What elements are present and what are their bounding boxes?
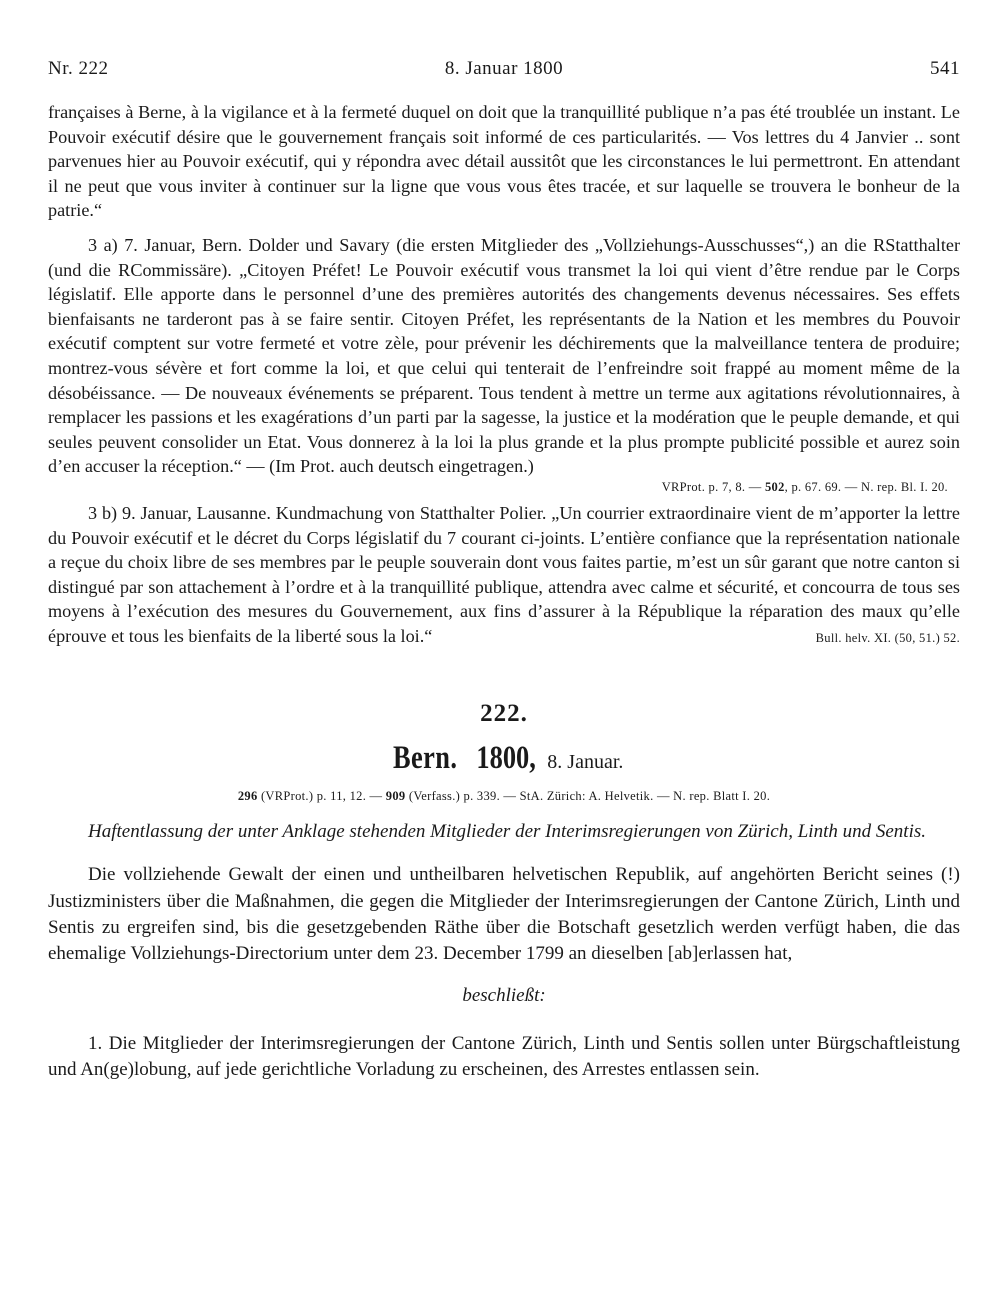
document-number: 222. (480, 700, 528, 728)
header-document-number: Nr. 222 (48, 58, 109, 79)
paragraph-3b (48, 501, 960, 649)
citation-3a-bold: 502 (764, 479, 785, 494)
source-ref-bold-1: 296 (237, 789, 258, 804)
citation-3a (48, 479, 948, 495)
continuation-paragraph: françaises à Berne, à la vigilance et à la fermeté duquel on doit que la tranquillité publique n’a pas été troublée un instant. Le Pouvoir exécutif désire que le gouvernement français soit informé de ces particularités. — Vos lettres du 4 Janvier .. sont parvenues hier au Pouvoir exécutif, qui y répondra avec détail aussitôt que les circonstances le lui permettront. En attendant il ne peut que vous inviter à continuer sur la ligne que vous vous êtes tracée, et sur laquelle se trouvera le bonheur de la patrie.“ (48, 102, 960, 221)
resolves-heading: beschließt: (462, 985, 546, 1007)
citation-3a-part2: , p. 67. 69. — N. rep. Bl. I. 20. (784, 479, 948, 494)
header-date: 8. Januar 1800 (444, 58, 564, 79)
regest-heading: Haftentlassung der unter Anklage stehenden Mitglieder der Interimsregierungen von Zürich, Linth und Sentis. (88, 821, 927, 843)
dateline-date: 8. Januar. (547, 751, 624, 774)
citation-3b: Bull. helv. XI. (50, 51.) 52. (815, 630, 960, 645)
preamble-paragraph: Die vollziehende Gewalt der einen und untheilbaren helvetischen Republik, auf angehörten Bericht seines (!) Justizministers über die Maßnahmen, die gegen die Mitglieder der Interimsregierungen der Cantone Zürich, Linth und Sentis zu ergreifen sind, bis die gesetzgebenden Räthe über die Botschaft gesetzlich werden verfügt haben, die das ehemalige Vollziehungs-Directorium unter dem 23. December 1799 an dieselben [ab]erlassen hat, (48, 864, 960, 965)
document-page (48, 58, 960, 1084)
dateline-year: 1800, (476, 740, 536, 777)
source-references (48, 786, 960, 810)
paragraph-3a: 3 a) 7. Januar, Bern. Dolder und Savary (die ersten Mitglieder des „Vollziehungs-Ausschusses“,) an die RStatthalter (und die RCommissäre). „Citoyen Préfet! Le Pouvoir exécutif vous transmet la loi qui vient d’être rendue par le Corps législatif. Elle apporte dans le personnel d’une des premières autorités des changements devenus nécessaires. Ses effets bienfaisants ne tarderont pas à se faire sentir. Citoyen Préfet, les représentants de la Nation et les membres du Pouvoir exécutif comptent sur votre fermeté et votre zèle, pour prévenir les déchirements que la malveillance tentera de produire; montrez-vous sévère et fort comme la loi, et que celui qui tenterait de l’enfreindre soit frappé au moment même de la désobéissance. — De nouveaux événements se préparent. Tous tendent à mettre un terme aux agitations révolutionnaires, à remplacer les passions et les exagérations d’un parti par la sagesse, la justice et la modération que le peuple demande, et qui seules peuvent consolider un Etat. Vous donnerez à la loi la plus grande et la plus prompte publicité possible et aurez soin d’en accuser la réception.“ — (Im Prot. auch deutsch eingetragen.) (48, 234, 960, 477)
article-1: 1. Die Mitglieder der Interimsregierungen der Cantone Zürich, Linth und Sentis sollen unter Bürgschaftleistung und An(ge)lobung, auf jede gerichtliche Vorladung zu erscheinen, des Arrestes entlassen sein. (48, 1033, 960, 1081)
source-ref-1: (VRProt.) p. 11, 12. — (257, 789, 386, 804)
source-ref-2: (Verfass.) p. 339. — StA. Zürich: A. Helvetik. — N. rep. Blatt I. 20. (405, 789, 771, 804)
paragraph-3b-text: 3 b) 9. Januar, Lausanne. Kundmachung von Statthalter Polier. „Un courrier extraordinaire vient de m’apporter la lettre du Pouvoir exécutif et le décret du Corps législatif du 7 courant ci-joints. L’entière confiance que la représentation nationale a reçue du choix libre de ses membres par le peuple souverain dont vous faites partie, m’est un sûr garant que notre canton si distingué par son attachement à l’ordre et à la tranquillité publique, attendra avec calme et sécurité, et concourra de tous ses moyens à l’exécution des mesures du Gouvernement, aux fins d’assurer à la République la réparation des maux qu’elle éprouve et tous les bienfaits de la liberté sous la loi.“ (48, 502, 960, 646)
dateline-place: Bern. (392, 740, 457, 777)
citation-3a-part1: VRProt. p. 7, 8. — (661, 479, 765, 494)
dateline (48, 740, 960, 786)
source-ref-bold-2: 909 (385, 789, 406, 804)
running-header (48, 58, 960, 88)
page-number: 541 (930, 58, 960, 79)
